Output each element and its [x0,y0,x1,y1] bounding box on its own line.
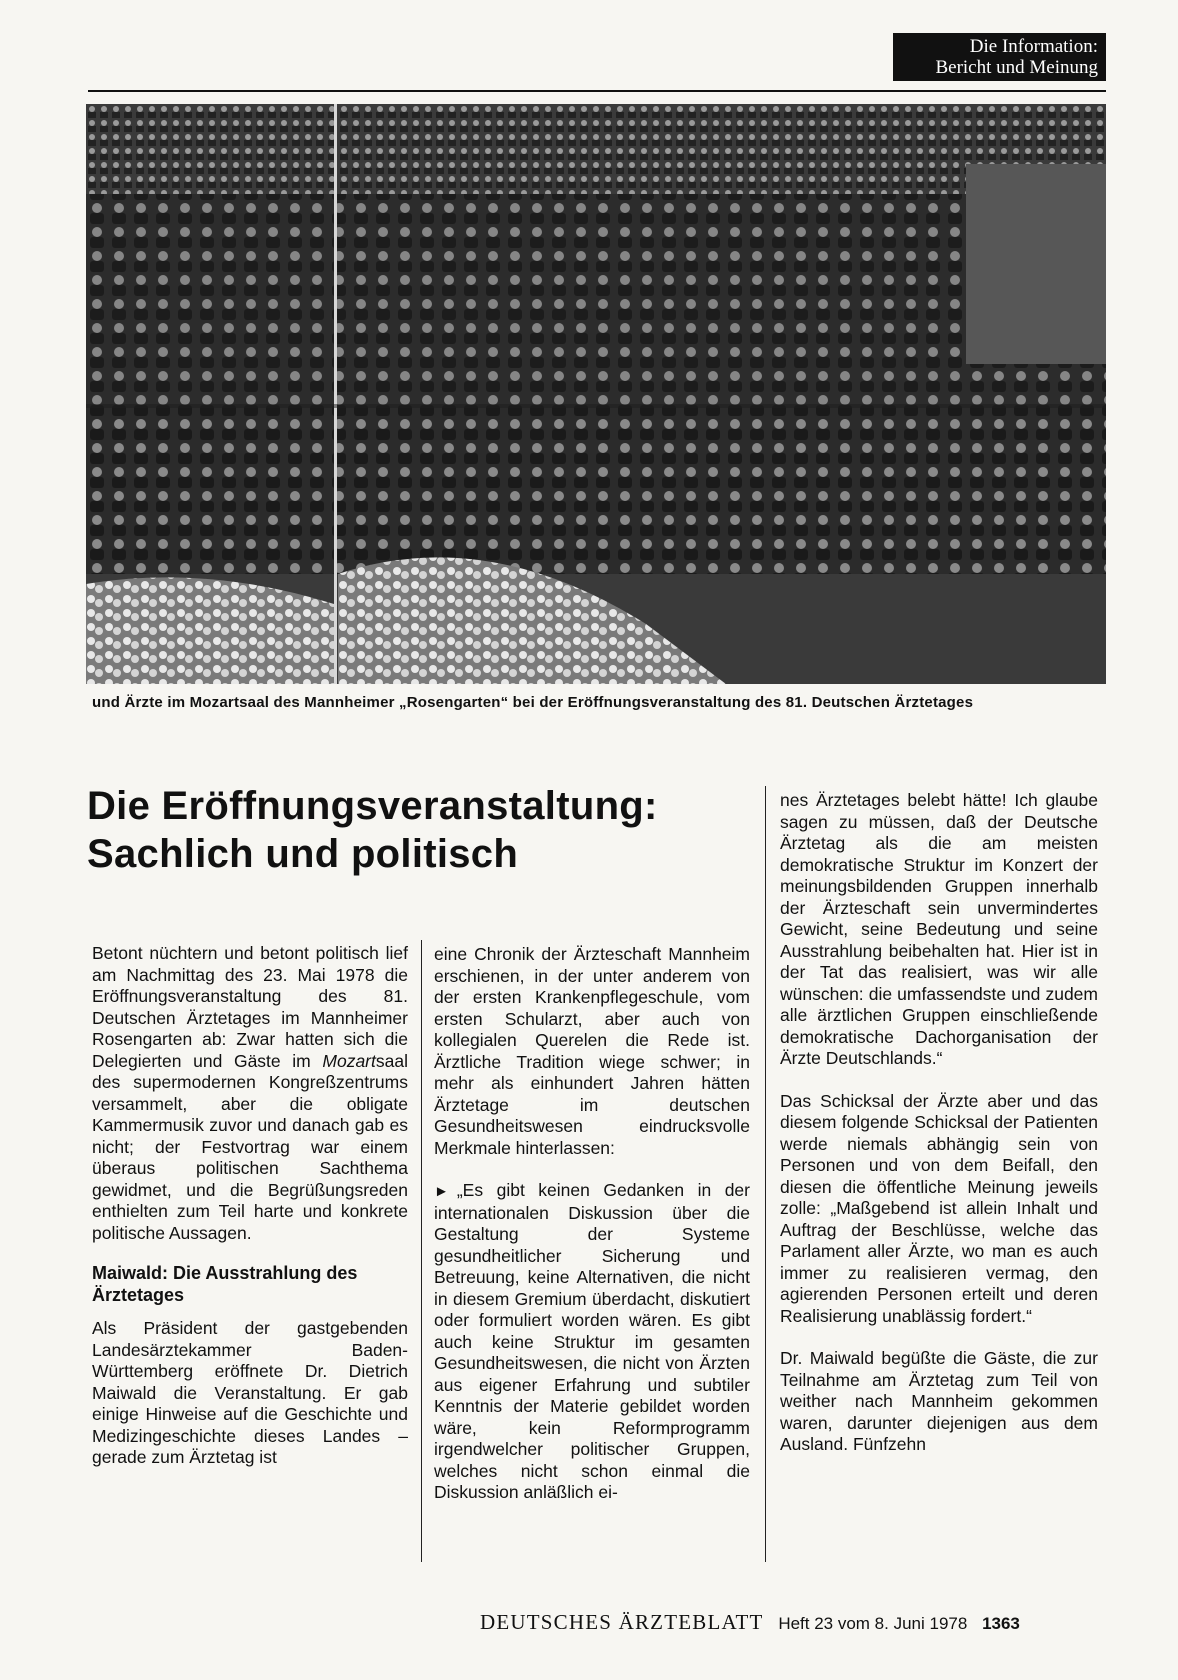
intro-text-rest: saal des supermodernen Kongreßzentrums versammelt, aber die obligate Kammermusik zuvor und danach gab es nicht; der Festvortrag war einem überaus politischen Sachthema gewidmet, und die Begrüßungsreden enthielten zum Teil harte und konkrete politische Aussagen. [92,1050,408,1243]
article-column-1 [92,943,408,1469]
section-tag [893,33,1106,81]
column-rule-2 [765,786,766,1562]
quote-text: „Es gibt keinen Gedanken in der internationalen Diskussion über die Gestaltung der Systeme gesundheitlicher Sicherung und Betreuung, keine Alternativen, die nicht in diesem Gremium überdacht, diskutiert oder formuliert worden wären. Es gibt auch keine Struktur im gesamten Gesundheitswesen, die nicht von Ärzten aus eigener Erfahrung und subtiler Kenntnis der Materie gebildet worden wäre, kein Reformprogramm irgendwelcher politischer Gruppen, welches nicht schon einmal die Diskussion anläßlich ei- [434,1180,750,1502]
article-column-2 [434,944,750,1504]
paragraph-chronik: eine Chronik der Ärzteschaft Mannheim erschienen, in der unter anderem von der ersten Krankenpflegeschule, vom ersten Schularzt, aber auch von kollegialen Querelen die Rede ist. Ärztliche Tradition wiege schwer; in mehr als einhundert Jahren hätten Ärztetage im deutschen Gesundheitswesen eindrucksvolle Merkmale hinterlassen: [434,944,750,1158]
headline-line1: Die Eröffnungsveranstaltung: [87,784,658,828]
paragraph-schicksal: Das Schicksal der Ärzte aber und das diesem folgende Schicksal der Patienten werde niemals abhängig sein von Personen und von dem Beifall, den diesen die öffentliche Meinung jeweils zolle: „Maßgebend ist allein Inhalt und Auftrag der Beschlüsse, welche das Parlament aller Ärzte, wo man es auch immer zu realisieren vermag, den agierenden Personen erteilt und deren Realisierung unablässig fordert.“ [780,1090,1098,1326]
audience-photo [86,104,1106,684]
paragraph-aerztetag: nes Ärztetages belebt hätte! Ich glaube sagen zu müssen, daß der Deutsche Ärztetag als die am meisten demokratische Struktur im Konzert der meinungsbildenden Gruppen innerhalb der Ärzteschaft sein unvermindertes Gewicht, seine Bedeutung und seine Ausstrahlung beibehalten hat. Hier ist in der Tat das realisiert, was wir alle wünschen: die umfassendste und zudem alle ärztlichen Gruppen einschließende demokratische Dachorganisation der Ärzte Deutschlands.“ [780,790,1098,1068]
intro-paragraph [92,943,408,1244]
section-tag-line2: Bericht und Meinung [935,57,1098,78]
column-rule-1 [421,940,422,1562]
article-column-3 [780,790,1098,1456]
issue-info: Heft 23 vom 8. Juni 1978 [778,1614,968,1633]
headline-line2: Sachlich und politisch [87,832,519,876]
article-headline [87,782,727,878]
intro-italic: Mozart [322,1050,376,1071]
page-footer [480,1610,1100,1635]
bullet-arrow-icon: ► [434,1183,449,1200]
section-tag-line1: Die Information: [969,36,1098,57]
paragraph-maiwald: Als Präsident der gastgebenden Landesärztekammer Baden-Württemberg eröffnete Dr. Dietrich Maiwald die Veranstaltung. Er gab einige Hinweise auf die Geschichte und Medizingeschichte dieses Landes – gerade zum Ärztetag ist [92,1318,408,1467]
quote-paragraph [434,1180,750,1504]
audience-photo-illustration [86,104,1106,684]
top-rule [88,90,1106,92]
page-number: 1363 [982,1614,1020,1633]
subheading-maiwald: Maiwald: Die Ausstrahlung des Ärztetages [92,1263,358,1305]
paragraph-gaeste: Dr. Maiwald begüßte die Gäste, die zur Teilnahme am Ärztetag zum Teil von weither nach Mannheim gekommen waren, darunter diejenigen aus dem Ausland. Fünfzehn [780,1348,1098,1454]
photo-caption: und Ärzte im Mozartsaal des Mannheimer „Rosengarten“ bei der Eröffnungsveranstaltung des 81. Deutschen Ärztetages [92,694,974,711]
journal-name: DEUTSCHES ÄRZTEBLATT [480,1610,764,1634]
intro-text: Betont nüchtern und betont politisch lief am Nachmittag des 23. Mai 1978 die Eröffnungsveranstaltung des 81. Deutschen Ärztetages im Mannheimer Rosengarten ab: Zwar hatten sich die Delegierten und Gäste im [92,943,408,1071]
